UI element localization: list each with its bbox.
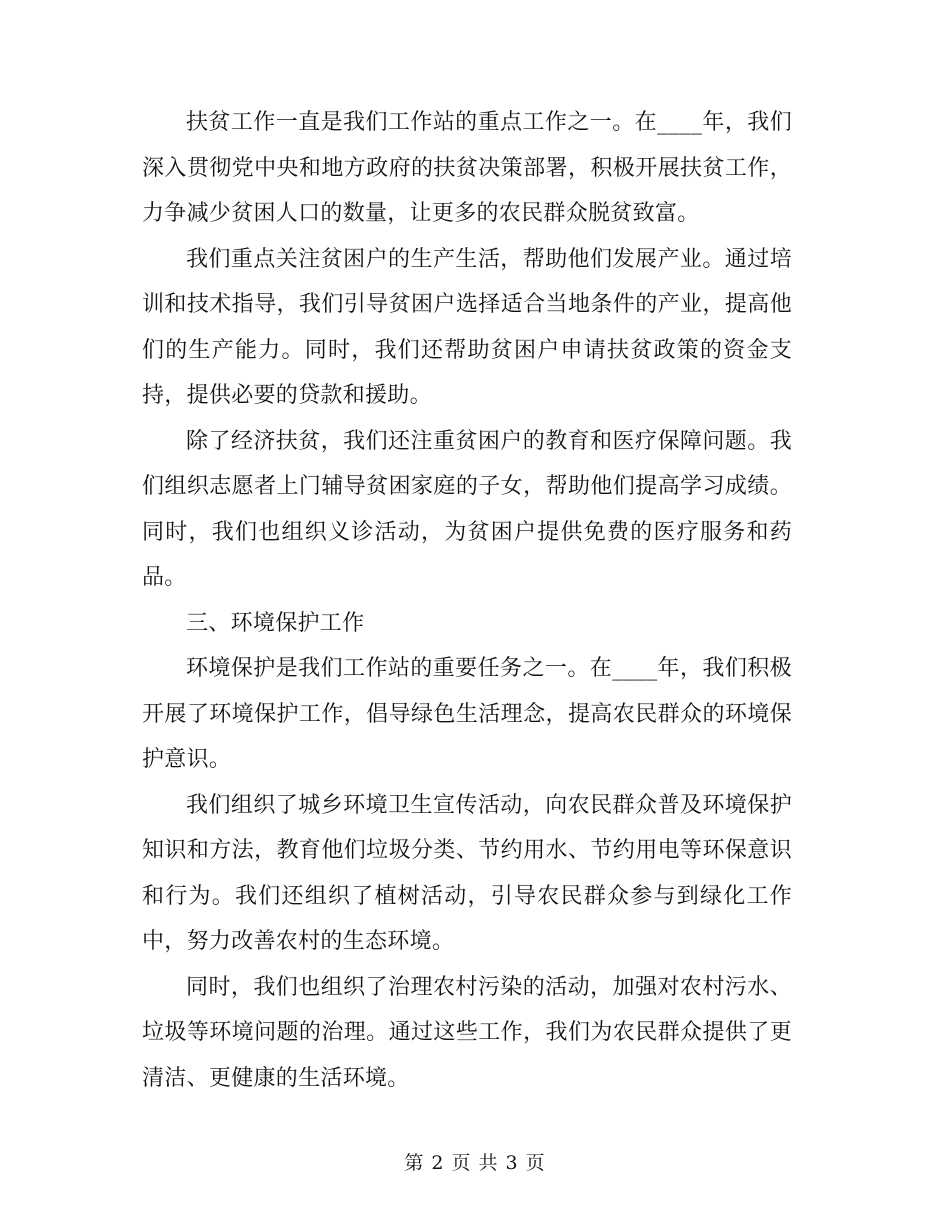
document-body (142, 100, 792, 1101)
paragraph-environment-intro: 环境保护是我们工作站的重要任务之一。在____年，我们积极开展了环境保护工作，倡导绿色生活理念，提高农民群众的环境保护意识。 (142, 656, 792, 772)
paragraph-poverty-intro: 扶贫工作一直是我们工作站的重点工作之一。在____年，我们深入贯彻党中央和地方政府的扶贫决策部署，积极开展扶贫工作，力争减少贫困人口的数量，让更多的农民群众脱贫致富。 (142, 110, 792, 226)
section-heading-environment: 三、环境保护工作 (186, 610, 365, 636)
paragraph-poverty-education-medical: 除了经济扶贫，我们还注重贫困户的教育和医疗保障问题。我们组织志愿者上门辅导贫困家庭的子女，帮助他们提高学习成绩。同时，我们也组织义诊活动，为贫困户提供免费的医疗服务和药品。 (142, 428, 792, 590)
paragraph-environment-campaign: 我们组织了城乡环境卫生宣传活动，向农民群众普及环境保护知识和方法，教育他们垃圾分类、节约用水、节约用电等环保意识和行为。我们还组织了植树活动，引导农民群众参与到绿化工作中，努力改善农村的生态环境。 (142, 792, 792, 954)
paragraph-poverty-industry: 我们重点关注贫困户的生产生活，帮助他们发展产业。通过培训和技术指导，我们引导贫困户选择适合当地条件的产业，提高他们的生产能力。同时，我们还帮助贫困户申请扶贫政策的资金支持，提供必要的贷款和援助。 (142, 246, 792, 408)
paragraph-environment-pollution: 同时，我们也组织了治理农村污染的活动，加强对农村污水、垃圾等环境问题的治理。通过这些工作，我们为农民群众提供了更清洁、更健康的生活环境。 (142, 974, 792, 1091)
page-number-footer: 第 2 页 共 3 页 (404, 1152, 546, 1174)
